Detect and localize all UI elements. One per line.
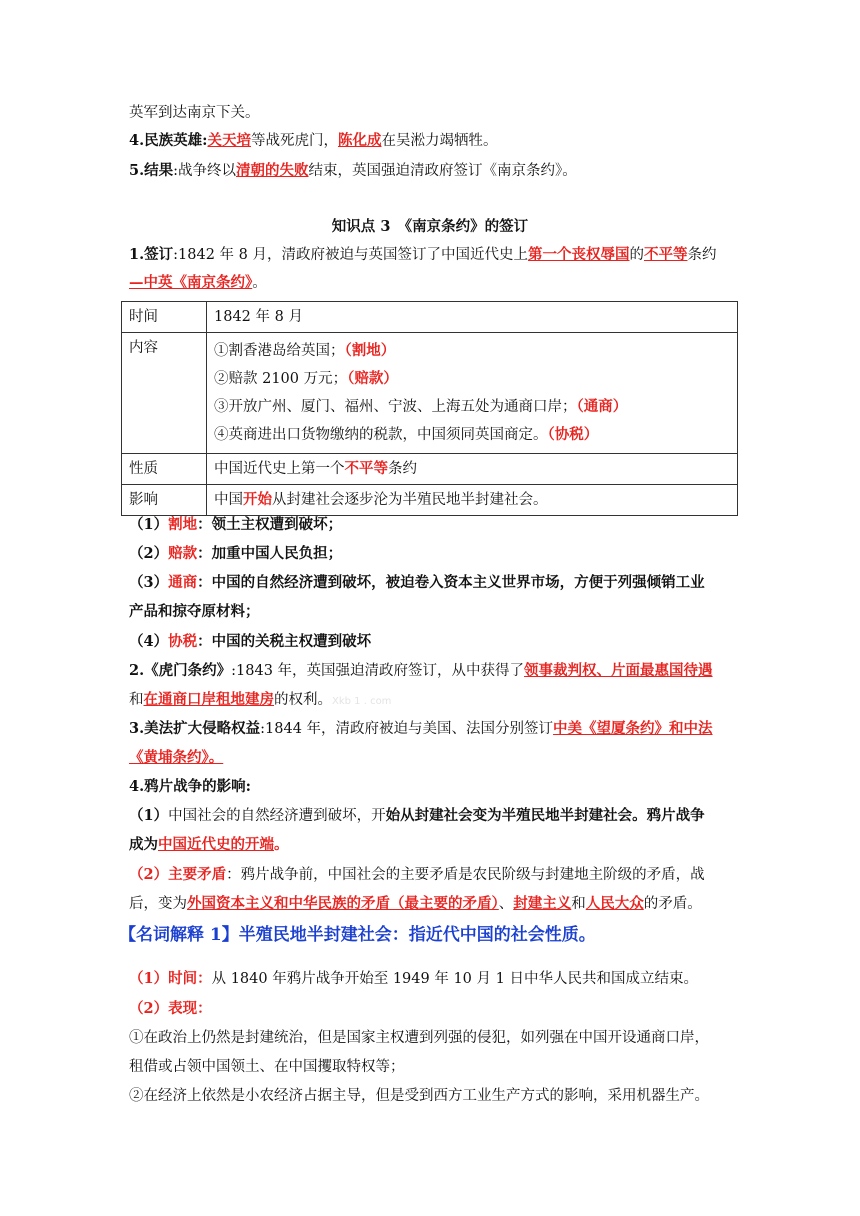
- text: ：加重中国人民负担；: [197, 545, 343, 562]
- num: （3）: [129, 574, 169, 591]
- text: 在吴淞力竭牺牲。: [381, 133, 498, 149]
- table-key: 影响: [122, 485, 207, 516]
- term-time-head: （1）时间：: [129, 970, 212, 987]
- highlight: 不平等: [344, 460, 388, 477]
- text: 的: [629, 247, 644, 263]
- table-value: 1842 年 8 月: [207, 302, 738, 333]
- highlight: 领事裁判权、片面最惠国待遇: [524, 662, 713, 679]
- treaty-name: —中英《南京条约》: [129, 274, 253, 291]
- highlight: 中美《望厦条约》和中法: [553, 720, 713, 737]
- text: 和: [571, 896, 586, 912]
- text: 条约: [687, 247, 717, 263]
- text: 产品和掠夺原材料；: [129, 603, 260, 620]
- content-item: [214, 421, 730, 449]
- table-key: 时间: [122, 302, 207, 333]
- text: :1843 年，英国强迫清政府签订，从中获得了: [231, 663, 525, 679]
- text: 中国社会的自然经济遭到破坏，开: [168, 808, 386, 824]
- opium-impact-p2: [129, 864, 705, 886]
- impact-term: 通商: [168, 574, 198, 591]
- num: （4）: [129, 633, 169, 650]
- table-key: 内容: [122, 333, 207, 454]
- highlight: 不平等: [643, 246, 688, 263]
- highlight: 在通商口岸租地建房: [143, 691, 274, 708]
- text: :战争终以: [173, 163, 237, 179]
- contradiction-head: （2）主要矛盾: [129, 866, 227, 883]
- text: 。: [274, 836, 289, 853]
- text: 成为: [129, 836, 158, 853]
- hero-guan-tianpei: 关天培: [207, 132, 251, 149]
- table-value: [207, 333, 738, 454]
- usfr-line: [129, 718, 713, 740]
- text: 后，变为: [129, 896, 187, 912]
- table-row: [122, 485, 738, 516]
- opium-impact-label: 4.鸦片战争的影响:: [129, 778, 251, 795]
- signing-line-2: [129, 272, 267, 294]
- num: （2）: [129, 545, 169, 562]
- table-row: [122, 454, 738, 485]
- text: 中国: [214, 492, 243, 508]
- highlight: 外国资本主义和中华民族的矛盾（最主要的矛盾）: [187, 895, 499, 912]
- text: 的矛盾。: [643, 896, 702, 912]
- table-value: [207, 454, 738, 485]
- tag: （协税）: [547, 426, 599, 443]
- humen-label: 2.《虎门条约》: [129, 662, 232, 679]
- impact-item-cont: [129, 601, 260, 623]
- text: ④英商进出口货物缴纳的税款，中国须同英国商定。: [214, 427, 548, 443]
- num: （1）: [129, 516, 169, 533]
- result-line: [129, 160, 577, 182]
- text: ①割香港岛给英国；: [214, 343, 345, 359]
- text: 、: [498, 896, 514, 912]
- humen-line-2: [129, 689, 391, 713]
- table-key: 性质: [122, 454, 207, 485]
- term-show-head: （2）表现：: [129, 1000, 212, 1017]
- signing-label: 1.签订: [129, 246, 174, 263]
- text: ：中国的关税主权遭到破坏: [197, 633, 372, 650]
- humen-line: [129, 660, 713, 682]
- tag: （赔款）: [347, 370, 398, 387]
- content-item: [214, 365, 730, 393]
- text: ②赔款 2100 万元；: [214, 371, 348, 387]
- impact-term: 赔款: [168, 545, 198, 562]
- text: 从 1840 年鸦片战争开始至 1949 年 10 月 1 日中华人民共和国成立结束。: [211, 971, 698, 987]
- highlight: 开始: [243, 491, 272, 508]
- text: 条约: [388, 461, 417, 477]
- text: 英军到达南京下关。: [129, 105, 260, 121]
- term-heading: 【名词解释 1】半殖民地半封建社会：指近代中国的社会性质。: [119, 925, 596, 945]
- opium-impact-p1: [129, 805, 705, 827]
- text: ：鸦片战争前，中国社会的主要矛盾是农民阶级与封建地主阶级的矛盾，战: [226, 867, 705, 883]
- highlight: 封建主义: [513, 895, 572, 912]
- text: 和: [129, 692, 144, 708]
- opium-impact-p1-line2: [129, 834, 289, 856]
- table-value: [207, 485, 738, 516]
- result-label: 5.结果: [129, 162, 174, 179]
- text: 中国近代史上第一个: [214, 461, 345, 477]
- impact-item: [129, 631, 371, 653]
- hero-chen-huacheng: 陈化成: [338, 132, 382, 149]
- impact-item: [129, 514, 342, 536]
- heroes-line: [129, 130, 498, 152]
- tag: （通商）: [576, 398, 628, 415]
- term-time: [129, 968, 698, 990]
- content-item: [214, 337, 730, 365]
- text: ：中国的自然经济遭到破坏，被迫卷入资本主义世界市场，方便于列强倾销工业: [197, 574, 705, 591]
- term-show-1: ①在政治上仍然是封建统治，但是国家主权遭到列强的侵犯，如列强在中国开设通商口岸，: [129, 1030, 709, 1046]
- highlight: 中国近代史的开端: [158, 836, 274, 853]
- usfr-label: 3.美法扩大侵略权益: [129, 720, 261, 737]
- table-row: [122, 333, 738, 454]
- impact-term: 协税: [168, 633, 198, 650]
- heroes-label: 4.民族英雄:: [129, 132, 208, 149]
- usfr-line-2: [129, 747, 223, 769]
- text: 的权利。: [274, 692, 332, 708]
- highlight: 第一个丧权辱国: [527, 246, 630, 263]
- text: ：领土主权遭到破坏；: [197, 516, 343, 533]
- text: ③开放广州、厦门、福州、宁波、上海五处为通商口岸；: [214, 399, 577, 415]
- text: 从封建社会逐步沦为半殖民地半封建社会。: [272, 492, 548, 508]
- signing-line: [129, 244, 716, 266]
- impact-item: [129, 543, 342, 565]
- term-show-2: ②在经济上依然是小农经济占据主导，但是受到西方工业生产方式的影响，采用机器生产。: [129, 1088, 709, 1104]
- tag: （割地）: [344, 342, 396, 359]
- impact-item: [129, 572, 705, 594]
- text: 。: [252, 275, 267, 291]
- num: （1）: [129, 807, 169, 824]
- text: :1844 年，清政府被迫与美国、法国分别签订: [260, 721, 554, 737]
- impact-term: 割地: [168, 516, 198, 533]
- text: :1842 年 8 月，清政府被迫与英国签订了中国近代史上: [173, 247, 528, 263]
- term-show-1-line2: 租借或占领中国领土、在中国攫取特权等；: [129, 1059, 405, 1075]
- text: 结束，英国强迫清政府签订《南京条约》。: [308, 163, 577, 179]
- result-highlight: 清朝的失败: [236, 162, 309, 179]
- watermark: Xkb 1 . com: [332, 696, 392, 707]
- highlight: 《黄埔条约》。: [129, 749, 224, 766]
- text: 始从封建社会变为半殖民地半封建社会。鸦片战争: [385, 807, 705, 824]
- section-title: 知识点 3 《南京条约》的签订: [331, 218, 529, 235]
- treaty-table: [121, 301, 738, 516]
- table-row: [122, 302, 738, 333]
- content-item: [214, 393, 730, 421]
- highlight: 人民大众: [585, 895, 644, 912]
- text: 等战死虎门，: [251, 133, 338, 149]
- opium-impact-p2-line2: [129, 893, 702, 915]
- text-line: [129, 102, 260, 124]
